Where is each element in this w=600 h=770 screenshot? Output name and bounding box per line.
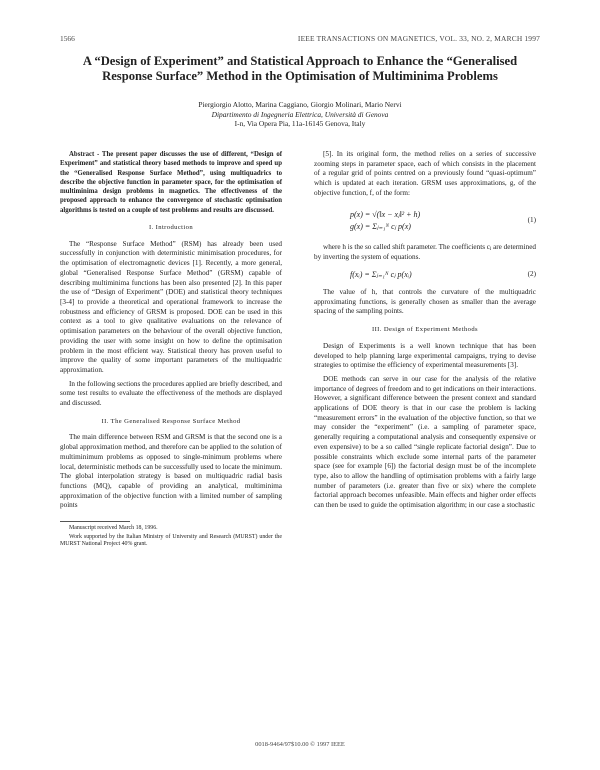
equation-2 <box>314 270 536 280</box>
equation-number: (2) <box>527 270 536 279</box>
equation-line: f(xᵢ) = Σⱼ₌₁ᴺ cⱼ p(xᵢ) <box>350 270 412 280</box>
paragraph: The “Response Surface Method” (RSM) has already been used successfully in conjunction with deterministic minimisation procedures, for the optimisation of electromagnetic devices [1]. Recently, a more general, global “Generalised Response Surface Method” (GRSM) capable of describing multiminima functions has been also presented [2]. In this paper the use of “Design of Experiment” (DOE) and statistical theory techniques [3-4] to provide a theoretical and operational framework to increase the robustness and efficiency of GRSM is proposed. DOE can be used in this context as a tool to give qualitative evaluations on the relevance of optimisation parameters on the behaviour of the overall objective function, providing the user with some insight on how to define the optimisation problem in the most efficient way. Statistical theory has proven useful to improve the quality of some important parameters of the multiquadric approximation. <box>60 239 282 374</box>
equation-1 <box>314 207 536 235</box>
equation-line: p(x) = √(‖x − xⱼ‖² + h) <box>350 209 421 219</box>
paragraph: The value of h, that controls the curvature of the multiquadric approximating functions, is generally chosen as smaller than the average spacing of the sampling points. <box>314 288 536 316</box>
section-heading-grsm: II. The Generalised Response Surface Method <box>101 417 241 425</box>
paragraph: where h is the so called shift parameter. The coefficients cⱼ are determined by inverting the system of equations. <box>314 242 536 261</box>
equation-line: g(x) = Σⱼ₌₁ᴺ cⱼ p(x) <box>350 222 411 232</box>
footnote-rule <box>60 521 130 522</box>
left-column <box>60 150 282 550</box>
running-header: IEEE TRANSACTIONS ON MAGNETICS, VOL. 33, NO. 2, MARCH 1997 <box>297 34 540 43</box>
paragraph: Design of Experiments is a well known technique that has been developed to help planning large experimental campaigns, trying to devise strategies to optimise the efficiency of experimental measurements [3]. <box>314 341 536 370</box>
section-heading-introduction: I. Introduction <box>148 224 194 232</box>
paper-title: A “Design of Experiment” and Statistical Approach to Enhance the “Generalised Response Surface” Method in the Optimisation of Multiminima Problems <box>82 54 518 83</box>
paragraph: The main difference between RSM and GRSM is that the second one is a global approximation method, and therefore can be applied to the solution of multiminimum problems as opposed to single-minimum problems where local, deterministic methods can be successfully used to locate the minimum. The global interpolation strategy is based on multiquadric radial basis functions (MQ), capable of providing an analytical, multiminima approximation of the objective function with a limited number of sampling points <box>60 433 282 510</box>
section-heading-doe: III. Design of Experiment Methods <box>371 326 479 334</box>
footnote: Manuscript received March 18, 1996. <box>69 525 158 532</box>
author-address: I-n, Via Opera Pia, 11a-16145 Genova, Italy <box>234 119 366 128</box>
author-affiliation: Dipartimento di Ingegneria Elettrica, Università di Genova <box>211 109 389 119</box>
author-block <box>60 100 540 129</box>
abstract: Abstract - The present paper discusses the use of different, “Design of Experiment” and statistical theory based methods to improve and speed up the “Generalised Response Surface Method”, using multiquadrics to describe the objective function in parameter space, for the optimisation of multiminima design problems in magnetics. The effectiveness of the proposed approach to enhance the convergence of stochastic optimisation algorithms is tested on a couple of test problems and results are discussed. <box>60 151 282 214</box>
footnote: Work supported by the Italian Ministry of University and Research (MURST) under the MURST National Project 40% grant. <box>60 533 282 548</box>
paragraph: DOE methods can serve in our case for the analysis of the relative importance of degrees of freedom and to get indications on their interactions. However, a significant difference between the present context and standard applications of DOE theory is that in our case the problem is lacking “measurement errors” in the evaluation of the objective function, so that we may consider the “experiment” (i.e. a sampling of parameter space, generally requiring a computational analysis and consequently expensive or even expensive) to be a so called “single replicate factorial design”. Due to possible constraints which exclude some internal parts of the parameter space (see for example [6]) the factorial design must be of the incomplete type, also to allow the handling of optimisation problems with a fairly large number of parameters (i.e. greater than five or six) where the complete factorial approach becomes unfeasible. Main effects and higher order effects can then be used to guide the optimisation algorithm; in our case a stochastic <box>314 374 536 510</box>
paragraph: [5]. In its original form, the method relies on a series of successive zooming steps in parameter space, each of which consists in the placement of a regular grid of points centred on a previously found “quasi-optimum” which is updated at each iteration. GRSM uses approximations, g, of the objective function, f, of the form: <box>314 150 536 197</box>
page-number: 1566 <box>60 34 75 43</box>
author-names: Piergiorgio Alotto, Marina Caggiano, Giorgio Molinari, Mario Nervi <box>198 100 402 109</box>
paragraph: In the following sections the procedures applied are briefly described, and some test results to evaluate the effectiveness of the methods are displayed and discussed. <box>60 379 282 408</box>
right-column <box>314 150 536 515</box>
copyright-line: 0018-9464/97$10.00 © 1997 IEEE <box>255 741 345 748</box>
equation-number: (1) <box>527 215 536 224</box>
